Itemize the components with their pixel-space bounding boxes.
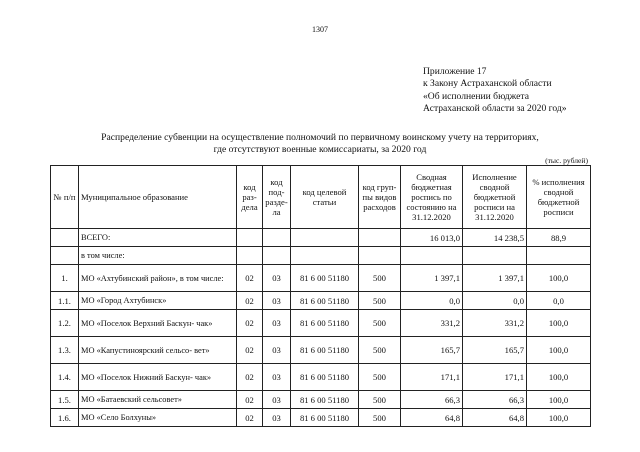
total-label: ВСЕГО:	[79, 229, 237, 247]
row-municipality: МО «Батаевский сельсовет»	[79, 391, 237, 409]
col-header-execution: Исполнение сводной бюджетной росписи на 31.12.2020	[463, 166, 527, 229]
row-exec: 165,7	[463, 337, 527, 364]
document-title	[60, 132, 580, 156]
col-header-num: № п/п	[51, 166, 79, 229]
row-municipality: МО «Село Болхуны»	[79, 409, 237, 427]
row-expense-group: 500	[359, 409, 401, 427]
table-row	[51, 409, 591, 427]
table-row	[51, 391, 591, 409]
row-expense-group: 500	[359, 391, 401, 409]
table-row	[51, 364, 591, 391]
title-line-1: Распределение субвенции на осуществление полномочий по первичному воинскому учету на территориях,	[101, 132, 539, 143]
row-exec: 66,3	[463, 391, 527, 409]
row-expense-group: 500	[359, 292, 401, 310]
row-razdel: 02	[237, 310, 263, 337]
row-razdel: 02	[237, 337, 263, 364]
units-label: (тыс. рублей)	[545, 156, 588, 165]
col-header-municipality: Муниципальное образование	[79, 166, 237, 229]
table-row	[51, 310, 591, 337]
row-exec: 1 397,1	[463, 265, 527, 292]
col-header-plan: Сводная бюджетная роспись по состоянию на 31.12.2020	[401, 166, 463, 229]
col-header-expense-group: код груп- пы видов расходов	[359, 166, 401, 229]
row-razdel: 02	[237, 364, 263, 391]
row-municipality: МО «Город Ахтубинск»	[79, 292, 237, 310]
row-razdel: 02	[237, 409, 263, 427]
row-plan: 171,1	[401, 364, 463, 391]
row-razdel: 02	[237, 292, 263, 310]
row-razdel: 02	[237, 265, 263, 292]
row-target-code: 81 6 00 51180	[291, 292, 359, 310]
row-exec: 64,8	[463, 409, 527, 427]
row-target-code: 81 6 00 51180	[291, 265, 359, 292]
row-pct: 100,0	[527, 337, 591, 364]
appendix-line: к Закону Астраханской области	[423, 78, 552, 90]
row-expense-group: 500	[359, 337, 401, 364]
row-num: 1.2.	[51, 310, 79, 337]
row-exec: 331,2	[463, 310, 527, 337]
row-num: 1.4.	[51, 364, 79, 391]
table-row	[51, 265, 591, 292]
row-podrazdel: 03	[263, 364, 291, 391]
row-num: 1.6.	[51, 409, 79, 427]
appendix-line: «Об исполнении бюджета	[423, 90, 529, 102]
total-plan: 16 013,0	[401, 229, 463, 247]
including-row	[51, 247, 591, 265]
row-pct: 100,0	[527, 310, 591, 337]
row-pct: 0,0	[527, 292, 591, 310]
row-plan: 0,0	[401, 292, 463, 310]
row-podrazdel: 03	[263, 292, 291, 310]
appendix-line: Астраханской области за 2020 год»	[423, 103, 567, 115]
row-podrazdel: 03	[263, 391, 291, 409]
row-target-code: 81 6 00 51180	[291, 391, 359, 409]
including-label: в том числе:	[79, 247, 237, 265]
row-plan: 66,3	[401, 391, 463, 409]
row-municipality: МО «Поселок Верхний Баскун- чак»	[79, 310, 237, 337]
row-podrazdel: 03	[263, 310, 291, 337]
row-pct: 100,0	[527, 364, 591, 391]
table-row	[51, 292, 591, 310]
table-body	[51, 265, 591, 427]
page-number: 1307	[312, 25, 328, 34]
row-podrazdel: 03	[263, 265, 291, 292]
total-exec: 14 238,5	[463, 229, 527, 247]
row-podrazdel: 03	[263, 409, 291, 427]
title-line-2: где отсутствуют военные комиссариаты, за 2020 год	[213, 144, 427, 155]
row-target-code: 81 6 00 51180	[291, 337, 359, 364]
row-municipality: МО «Поселок Нижний Баскун- чак»	[79, 364, 237, 391]
col-header-percent: % исполнения сводной бюджетной росписи	[527, 166, 591, 229]
table-header-row	[51, 166, 591, 229]
row-pct: 100,0	[527, 391, 591, 409]
row-municipality: МО «Капустиноярский сельсо- вет»	[79, 337, 237, 364]
row-plan: 331,2	[401, 310, 463, 337]
row-plan: 64,8	[401, 409, 463, 427]
col-header-podrazdel: код под- разде- ла	[263, 166, 291, 229]
row-target-code: 81 6 00 51180	[291, 310, 359, 337]
row-plan: 165,7	[401, 337, 463, 364]
row-num: 1.1.	[51, 292, 79, 310]
row-num: 1.3.	[51, 337, 79, 364]
row-expense-group: 500	[359, 364, 401, 391]
table-row	[51, 337, 591, 364]
row-target-code: 81 6 00 51180	[291, 409, 359, 427]
row-pct: 100,0	[527, 409, 591, 427]
row-exec: 0,0	[463, 292, 527, 310]
row-pct: 100,0	[527, 265, 591, 292]
row-municipality: МО «Ахтубинский район», в том числе:	[79, 265, 237, 292]
row-plan: 1 397,1	[401, 265, 463, 292]
col-header-razdel: код раз- дела	[237, 166, 263, 229]
row-num: 1.5.	[51, 391, 79, 409]
row-razdel: 02	[237, 391, 263, 409]
row-target-code: 81 6 00 51180	[291, 364, 359, 391]
row-expense-group: 500	[359, 265, 401, 292]
row-expense-group: 500	[359, 310, 401, 337]
row-num: 1.	[51, 265, 79, 292]
total-row	[51, 229, 591, 247]
total-pct: 88,9	[527, 229, 591, 247]
row-podrazdel: 03	[263, 337, 291, 364]
row-exec: 171,1	[463, 364, 527, 391]
subvention-table	[50, 165, 591, 427]
appendix-block	[423, 66, 567, 116]
appendix-line: Приложение 17	[423, 66, 487, 77]
col-header-target-code: код целевой статьи	[291, 166, 359, 229]
